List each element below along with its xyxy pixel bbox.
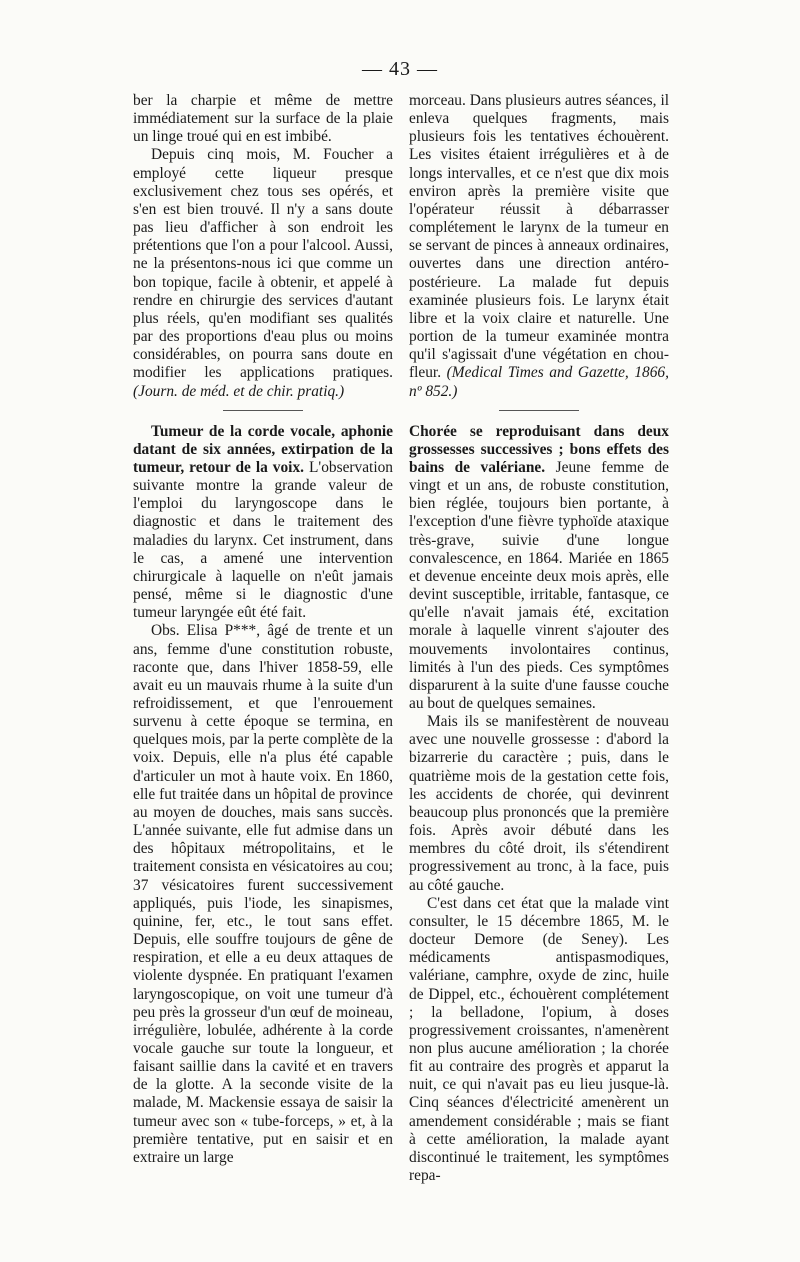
right-column [409,92,669,1185]
right-article-heading: Chorée se reproduisant dans deux grossesses successives ; bons effets des bains de valériane. [409,422,669,476]
right-paragraph-3: Mais ils se manifestèrent de nouveau avec une nouvelle grossesse : d'abord la bizarrerie du caractère ; puis, dans le quatrième mois de la gestation cette fois, les accidents de chorée, qui devinrent beaucoup plus prononcés que la première fois. Après avoir débuté dans les membres du côté droit, ils s'étendirent progressivement au tronc, à la face, puis au côté gauche. [409,713,669,894]
right-article-intro [409,423,669,714]
separator-rule [499,410,579,411]
left-paragraph-2-text: Depuis cinq mois, M. Foucher a employé cette liqueur presque exclusivement chez tous ses opérés, et s'en est bien trouvé. Il n'y a sans doute pas lieu d'afficher à son endroit les prétentions que l'on a pour l'alcool. Aussi, ne la présentons-nous ici que comme un bon topique, facile à obtenir, et appelé à rendre en chirurgie des services d'autant plus réels, qu'en modifiant ses qualités par des proportions d'eau plus ou moins considérables, on pourra sans doute en modifier les applications pratiques. [133,146,393,382]
separator-rule [223,410,303,411]
right-citation: (Medical Times and Gazette, 1866, nº 852.) [409,364,669,400]
right-paragraph-4: C'est dans cet état que la malade vint consulter, le 15 décembre 1865, M. le docteur Demore (de Seney). Les médicaments antispasmodiques, valériane, camphre, oxyde de zinc, huile de Dippel, etc., échouèrent complétement ; la belladone, l'opium, à doses progressivement croissantes, n'amenèrent non plus aucune amélioration ; la chorée fit au contraire des progrès et apparut la nuit, ce qui n'avait pas eu lieu jusque-là. Cinq séances d'électricité amenèrent un amendement considérable ; mais se fiant à cette amélioration, la malade ayant discontinué le traitement, les symptômes repa- [409,894,669,1185]
left-paragraph-2 [133,146,393,400]
page-number: — 43 — [362,58,438,80]
left-article-intro [133,423,393,623]
left-column [133,92,393,1167]
left-article-heading: Tumeur de la corde vocale, aphonie datant de six années, extirpation de la tumeur, retour de la voix. [133,422,393,476]
left-article-intro-text: L'observation suivante montre la grande valeur de l'emploi du laryngoscope dans le diagnostic et dans le traitement des maladies du larynx. Cet instrument, dans le cas, a amené une intervention chirurgicale à laquelle on n'eût jamais pensé, même si le diagnostic d'une tumeur laryngée eût été fait. [133,458,393,622]
right-article-intro-text: Jeune femme de vingt et un ans, de robuste constitution, bien réglée, toujours bien portante, à l'exception d'une fièvre typhoïde ataxique très-grave, suivie d'une longue convalescence, en 1864. Mariée en 1865 et devenue enceinte deux mois après, elle devint susceptible, irritable, fantasque, ce qu'elle n'avait jamais été, excitation morale à laquelle vinrent s'ajouter des mouvements involontaires continus, limités à l'un des pieds. Ces symptômes disparurent à la suite d'une fausse couche au bout de quelques semaines. [409,458,669,712]
left-citation: (Journ. de méd. et de chir. pratiq.) [133,382,345,400]
right-paragraph-1-text: morceau. Dans plusieurs autres séances, il enleva quelques fragments, mais plusieurs fois les tentatives échouèrent. Les visites étaient irrégulières et à de longs intervalles, et ce n'est que dix mois environ après la première visite que l'opérateur réussit à débarrasser complétement le larynx de la tumeur en se servant de pinces à anneaux ordinaires, ouvertes dans une direction antéro-postérieure. La malade fut depuis examinée plusieurs fois. Le larynx était libre et la voix claire et naturelle. Une portion de la tumeur examinée montra qu'il s'agissait d'une végétation en chou-fleur. [409,92,669,382]
left-article-observation: Obs. Elisa P***, âgé de trente et un ans, femme d'une constitution robuste, raconte que, dans l'hiver 1858-59, elle avait eu un mauvais rhume à la suite d'un refroidissement, et que l'enrouement survenu à cette époque se termina, en quelques mois, par la perte complète de la voix. Depuis, elle n'a plus été capable d'articuler un mot à haute voix. En 1860, elle fut traitée dans un hôpital de province au moyen de douches, mais sans succès. L'année suivante, elle fut admise dans un des hôpitaux métropolitains, et le traitement consista en vésicatoires au cou; 37 vésicatoires furent successivement appliqués, puis l'iode, les sinapismes, quinine, fer, etc., le tout sans effet. Depuis, elle souffre toujours de gêne de respiration, et elle a eu deux attaques de violente dyspnée. En pratiquant l'examen laryngoscopique, on voit une tumeur d'à peu près la grosseur d'un œuf de moineau, irrégulière, lobulée, adhérente à la corde vocale gauche sur toute la longueur, et faisant saillie dans la cavité et en travers de la glotte. A la seconde visite de la malade, M. Mackensie essaya de saisir la tumeur avec son « tube-forceps, » et, à la première tentative, put en saisir et en extraire un large [133,622,393,1166]
right-paragraph-1 [409,92,669,401]
left-paragraph-1: ber la charpie et même de mettre immédiatement sur la surface de la plaie un linge troué qui en est imbibé. [133,92,393,146]
